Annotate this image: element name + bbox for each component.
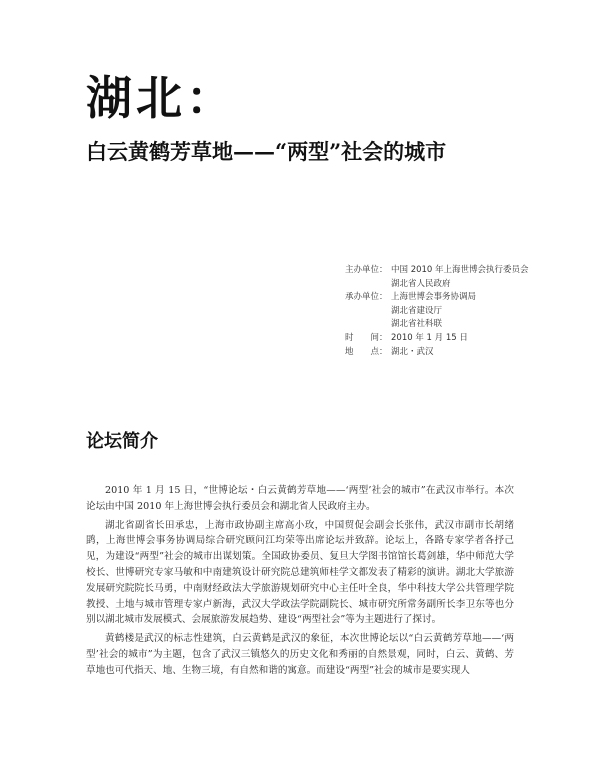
info-row-organizer-2 xyxy=(345,278,529,292)
info-label xyxy=(345,318,391,332)
info-label xyxy=(345,278,391,292)
info-value: 湖北省社科联 xyxy=(391,319,443,330)
info-row-host-3 xyxy=(345,318,529,332)
paragraph: 2010 年 1 月 15 日，“世博论坛・白云黄鹤芳草地——‘两型’社会的城市”在武汉市举行。本次论坛由中国 2010 年上海世博会执行委员会和湖北省人民政府主办。 xyxy=(86,485,514,512)
info-row-location xyxy=(345,346,529,360)
info-value: 湖北・武汉 xyxy=(391,346,434,357)
info-row-host xyxy=(345,291,529,305)
info-value: 湖北省建设厅 xyxy=(391,305,443,316)
info-label: 地 点： xyxy=(345,346,388,357)
info-value: 湖北省人民政府 xyxy=(391,278,451,289)
info-label: 时 间： xyxy=(345,332,388,343)
info-row-organizer xyxy=(345,264,529,278)
info-value: 2010 年 1 月 15 日 xyxy=(391,332,468,343)
article-body xyxy=(86,483,514,682)
paragraph: 湖北省副省长田承忠，上海市政协副主席高小玫，中国贸促会副会长张伟，武汉市副市长胡绪鹍，上海世博会事务协调局综合研究顾问江均荣等出席论坛并致辞。论坛上，各路专家学者各抒己见，为建设“两型”社会的城市出谋划策。全国政协委员、复旦大学图书馆馆长葛剑雄，华中师范大学校长、世博研究专家马敏和中南建筑设计研究院总建筑师桂学文都发表了精彩的演讲。湖北大学旅游发展研究院院长马勇，中南财经政法大学旅游规划研究中心主任叶全良，华中科技大学公共管理学院教授、土地与城市管理专家卢新海，武汉大学政法学院副院长、城市研究所常务副所长李卫东等也分别以湖北城市发展模式、会展旅游发展趋势、建设“两型社会”等为主题进行了探讨。 xyxy=(86,519,514,626)
info-row-date xyxy=(345,332,529,346)
page-subtitle: 白云黄鹤芳草地——“两型”社会的城市 xyxy=(86,139,447,164)
info-row-host-2 xyxy=(345,305,529,319)
section-heading: 论坛简介 xyxy=(86,431,158,452)
page-title: 湖北： xyxy=(86,71,236,125)
info-value: 上海世博会事务协调局 xyxy=(391,292,477,303)
paragraph: 黄鹤楼是武汉的标志性建筑，白云黄鹤是武汉的象征，本次世博论坛以“白云黄鹤芳草地——‘两型’社会的城市”为主题，包含了武汉三镇悠久的历史文化和秀丽的自然景观，同时，白云、黄鹤、芳草地也可代指天、地、生物三境，有自然和谐的寓意。而建设“两型”社会的城市是要实现人 xyxy=(86,633,514,676)
info-label: 主办单位： xyxy=(345,265,388,275)
info-value: 中国 2010 年上海世博会执行委员会 xyxy=(391,265,529,275)
info-label: 承办单位： xyxy=(345,292,388,303)
forum-info-block xyxy=(345,264,529,359)
info-label xyxy=(345,305,391,319)
